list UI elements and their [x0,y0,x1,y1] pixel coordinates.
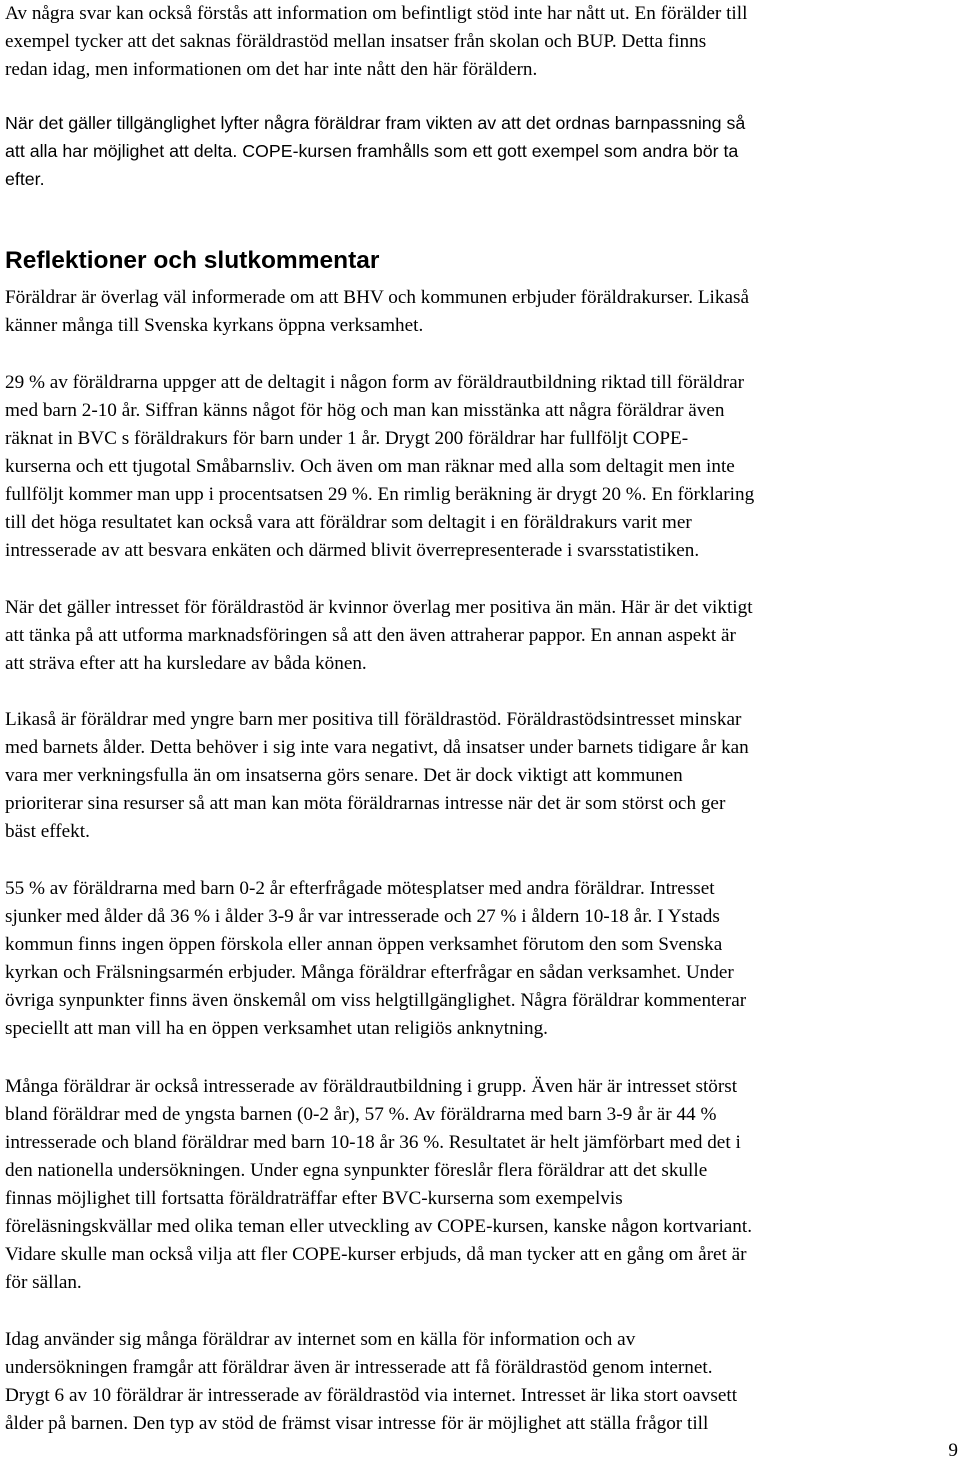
text-line: till det höga resultatet kan också vara att föräldrar som deltagit i en föräldrakurs varit mer [5,512,692,533]
text-line: När det gäller tillgänglighet lyfter några föräldrar fram vikten av att det ordnas barnpassning så [5,113,746,133]
text-line: Drygt 6 av 10 föräldrar är intresserade av föräldrastöd via internet. Intresset är lika stort oavsett [5,1385,738,1406]
text-line: Föräldrar är överlag väl informerade om att BHV och kommunen erbjuder föräldrakurser. Likaså [5,287,749,308]
text-line: att alla har möjlighet att delta. COPE-kursen framhålls som ett gott exempel som andra bör ta [5,141,739,161]
text-line: Många föräldrar är också intresserade av föräldrautbildning i grupp. Även här är intresset störst [5,1076,738,1097]
text-line: 29 % av föräldrarna uppger att de deltagit i någon form av föräldrautbildning riktad till föräldrar [5,372,744,393]
text-line: räknat in BVC s föräldrakurs för barn under 1 år. Drygt 200 föräldrar har fullföljt COPE- [5,428,689,449]
text-line: vara mer verkningsfulla än om insatserna görs senare. Det är dock viktigt att kommunen [5,765,683,786]
text-line: ålder på barnen. Den typ av stöd de främst visar intresse för är möjlighet att ställa frågor till [5,1413,709,1434]
text-line: undersökningen framgår att föräldrar även är intresserade att få föräldrastöd genom internet. [5,1357,713,1378]
text-line: redan idag, men informationen om det har inte nått den här föräldern. [5,59,538,80]
text-line: att sträva efter att ha kursledare av båda könen. [5,653,367,674]
text-line: 55 % av föräldrarna med barn 0-2 år efterfrågade mötesplatser med andra föräldrar. Intresset [5,878,715,899]
paragraph-meeting-places [5,875,746,1043]
text-line: Idag använder sig många föräldrar av internet som en källa för information och av [5,1329,636,1350]
text-line: den nationella undersökningen. Under egna synpunkter föreslår flera föräldrar att det skulle [5,1160,708,1181]
text-line: Likaså är föräldrar med yngre barn mer positiva till föräldrastöd. Föräldrastödsintresset minskar [5,709,742,730]
text-line: med barn 2-10 år. Siffran känns något för hög och man kan misstänka att några föräldrar även [5,400,725,421]
paragraph-participation [5,369,754,565]
text-line: exempel tycker att det saknas föräldrastöd mellan insatser från skolan och BUP. Detta finns [5,31,707,52]
text-line: bäst effekt. [5,821,90,842]
text-line: kyrkan och Frälsningsarmén erbjuder. Många föräldrar efterfrågar en sådan verksamhet. Under [5,962,734,983]
text-line: speciellt att man vill ha en öppen verksamhet utan religiös anknytning. [5,1018,548,1039]
text-line: Av några svar kan också förstås att information om befintligt stöd inte har nått ut. En förälder till [5,3,748,24]
text-line: övriga synpunkter finns även önskemål om viss helgtillgänglighet. Några föräldrar kommenterar [5,990,747,1011]
text-line: prioriterar sina resurser så att man kan möta föräldrarnas intresse när det är som störst och ger [5,793,726,814]
text-line: fullföljt kommer man upp i procentsatsen 29 %. En rimlig beräkning är drygt 20 %. En förklaring [5,484,755,505]
text-line: kurserna och ett tjugotal Småbarnsliv. Och även om man räknar med alla som deltagit men inte [5,456,735,477]
paragraph-internet [5,1326,737,1438]
text-line: för sällan. [5,1272,82,1293]
text-line: intresserade av att besvara enkäten och därmed blivit överrepresenterade i svarsstatistiken. [5,540,700,561]
section-heading: Reflektioner och slutkommentar [5,247,380,274]
text-line: kommun finns ingen öppen förskola eller annan öppen verksamhet förutom den som Svenska [5,934,723,955]
paragraph-intro [5,0,747,84]
page-number: 9 [948,1440,958,1461]
text-line: bland föräldrar med de yngsta barnen (0-2 år), 57 %. Av föräldrarna med barn 3-9 år är 44 % [5,1104,717,1125]
text-line: finnas möjlighet till fortsatta föräldraträffar efter BVC-kurserna som exempelvis [5,1188,623,1209]
text-line: att tänka på att utforma marknadsföringen så att den även attraherar pappor. En annan aspekt är [5,625,736,646]
paragraph-age [5,706,749,846]
text-line: sjunker med ålder då 36 % i ålder 3-9 år var intresserade och 27 % i åldern 10-18 år. I Ystads [5,906,720,927]
text-line: känner många till Svenska kyrkans öppna verksamhet. [5,315,424,336]
paragraph-group-education [5,1073,752,1297]
paragraph-accessibility [5,109,745,193]
text-line: med barnets ålder. Detta behöver i sig inte vara negativt, då insatser under barnets tidigare år kan [5,737,749,758]
text-line: efter. [5,169,45,189]
text-line: När det gäller intresset för föräldrastöd är kvinnor överlag mer positiva än män. Här är det viktigt [5,597,753,618]
paragraph-gender [5,594,753,678]
text-line: Vidare skulle man också vilja att fler COPE-kurser erbjuds, då man tycker att en gång om året är [5,1244,747,1265]
paragraph-informed [5,284,749,340]
text-line: intresserade och bland föräldrar med barn 10-18 år 36 %. Resultatet är helt jämförbart med det i [5,1132,741,1153]
text-line: föreläsningskvällar med olika teman eller utveckling av COPE-kursen, kanske någon kortvariant. [5,1216,753,1237]
